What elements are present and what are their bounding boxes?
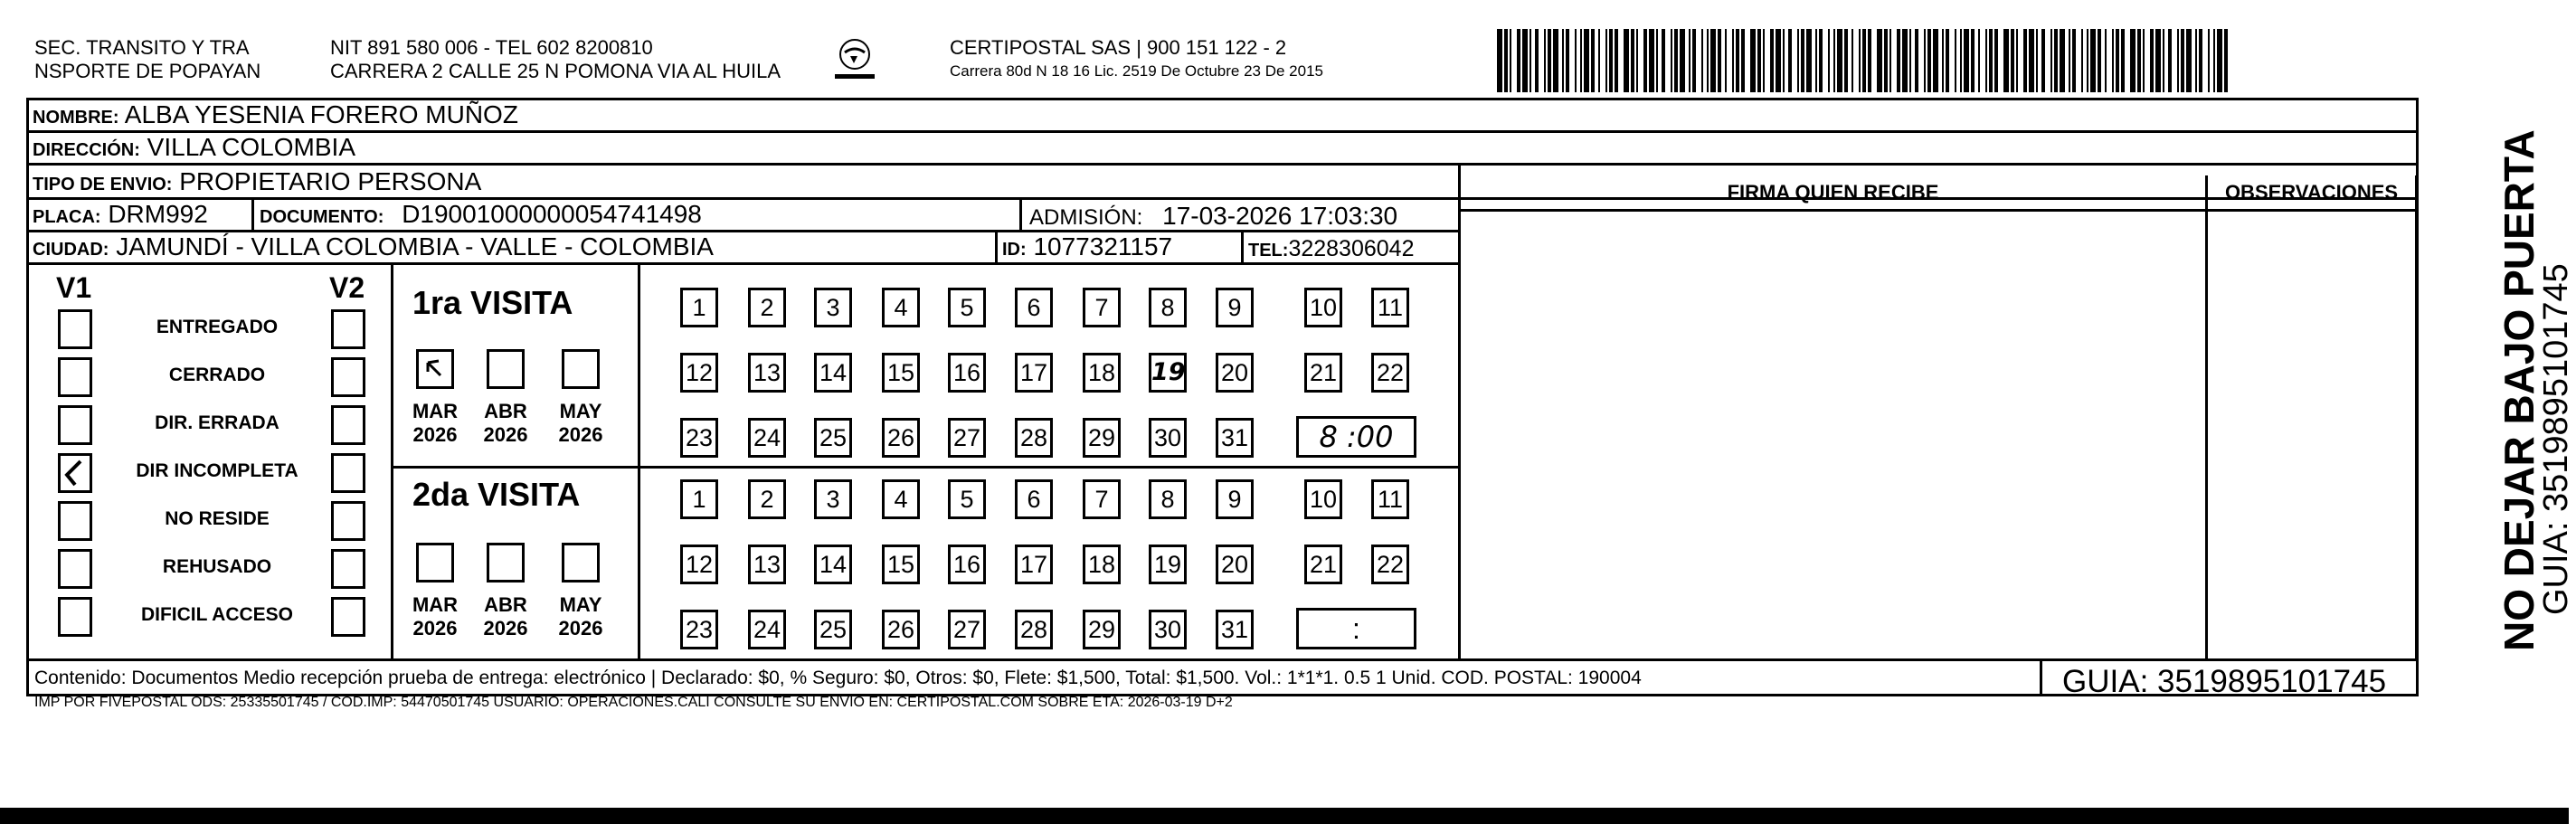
placa-label: PLACA:: [33, 207, 101, 227]
visit2-month-label: [478, 593, 533, 640]
visit1-day-box[interactable]: 9: [1216, 288, 1254, 327]
visit2-month-label: [554, 593, 608, 640]
sender-contact: [330, 36, 781, 83]
visit2-day-box[interactable]: 25: [814, 610, 852, 649]
bottom-border: [0, 808, 2569, 824]
visit1-day-box[interactable]: 25: [814, 418, 852, 458]
visit1-month-year: 2026: [483, 423, 528, 446]
v2-checkbox[interactable]: [331, 405, 365, 445]
admision-value: 17-03-2026 17:03:30: [1162, 202, 1398, 230]
visit1-month-year: 2026: [558, 423, 603, 446]
visit2-day-box[interactable]: 3: [814, 479, 852, 519]
visit2-month-checkbox[interactable]: [487, 543, 525, 582]
visit2-month-checkbox[interactable]: [562, 543, 600, 582]
visit2-day-box[interactable]: 19: [1149, 545, 1187, 584]
visit1-day-box[interactable]: 14: [814, 353, 852, 393]
visit2-day-box[interactable]: 1: [680, 479, 718, 519]
visit2-month-year: 2026: [558, 617, 603, 639]
sender-line2: NSPORTE DE POPAYAN: [34, 60, 261, 82]
visit1-month-checkbox[interactable]: [562, 349, 600, 389]
status-label: CERRADO: [168, 365, 266, 385]
visit1-day-box[interactable]: 5: [948, 288, 986, 327]
visit1-day-box[interactable]: 15: [882, 353, 920, 393]
visit2-day-box[interactable]: 23: [680, 610, 718, 649]
visit1-day-box[interactable]: 31: [1216, 418, 1254, 458]
documento-value: D19001000000054741498: [402, 200, 702, 228]
status-label: DIFICIL ACCESO: [140, 604, 293, 625]
visit2-day-box[interactable]: 10: [1304, 479, 1342, 519]
visit2-day-box[interactable]: 15: [882, 545, 920, 584]
direccion-label: DIRECCIÓN:: [33, 140, 140, 160]
ciudad-field: [33, 232, 714, 265]
visit2-month-name: ABR: [484, 593, 527, 616]
status-label: REHUSADO: [162, 556, 272, 577]
v1-header: V1: [56, 271, 92, 304]
observaciones-area[interactable]: [2209, 212, 2413, 657]
visit1-day-box[interactable]: 13: [748, 353, 786, 393]
v2-checkbox[interactable]: [331, 309, 365, 349]
visit1-day-box[interactable]: 29: [1083, 418, 1121, 458]
visit1-day-box[interactable]: 2: [748, 288, 786, 327]
tel-label: TEL:: [1248, 241, 1289, 260]
visit2-month-name: MAY: [559, 593, 602, 616]
v1-checkbox[interactable]: [58, 597, 92, 637]
v1-checkbox[interactable]: [58, 501, 92, 541]
nombre-field: [33, 99, 518, 133]
visit2-month-year: 2026: [412, 617, 458, 639]
v2-checkbox[interactable]: [331, 597, 365, 637]
v2-header: V2: [329, 271, 365, 304]
visit1-day-box[interactable]: 20: [1216, 353, 1254, 393]
footer-line2: IMP POR FIVEPOSTAL ODS: 25335501745 / COD.IMP: 54470501745 USUARIO: OPERACIONES.CALI CONSULTE SU ENVIO EN: CERTIPOSTAL.COM SOBRE ETA: 2026-03-19 D+2: [34, 695, 1233, 710]
visit2-month-year: 2026: [483, 617, 528, 639]
sender-address: CARRERA 2 CALLE 25 N POMONA VIA AL HUILA: [330, 60, 781, 82]
visit2-day-box[interactable]: 20: [1216, 545, 1254, 584]
visit1-month-name: ABR: [484, 400, 527, 422]
visit1-day-box[interactable]: 7: [1083, 288, 1121, 327]
visit2-day-box[interactable]: 6: [1015, 479, 1053, 519]
id-label: ID:: [1002, 240, 1027, 260]
visit1-day-box[interactable]: 17: [1015, 353, 1053, 393]
visit2-day-box[interactable]: 29: [1083, 610, 1121, 649]
visit1-month-checkbox[interactable]: [416, 349, 454, 389]
visit1-day-box[interactable]: 1: [680, 288, 718, 327]
visit2-day-box[interactable]: 8: [1149, 479, 1187, 519]
visit1-month-label: [554, 400, 608, 447]
visit2-month-checkbox[interactable]: [416, 543, 454, 582]
visit1-day-box[interactable]: 24: [748, 418, 786, 458]
sender-name: [34, 36, 260, 83]
tel-value: 3228306042: [1288, 236, 1415, 261]
visit1-day-box[interactable]: 21: [1304, 353, 1342, 393]
visit1-day-box[interactable]: 10: [1304, 288, 1342, 327]
tipo-envio-label: TIPO DE ENVIO:: [33, 175, 173, 194]
visit2-time[interactable]: :: [1296, 608, 1416, 649]
status-label: DIR INCOMPLETA: [136, 460, 298, 481]
visit1-day-box[interactable]: 6: [1015, 288, 1053, 327]
nombre-value: ALBA YESENIA FORERO MUÑOZ: [124, 100, 518, 128]
v2-checkbox[interactable]: [331, 453, 365, 493]
visit2-day-box[interactable]: 22: [1371, 545, 1409, 584]
visit1-day-box[interactable]: 19: [1149, 353, 1187, 393]
visit2-day-box[interactable]: 14: [814, 545, 852, 584]
company-info: [950, 36, 1323, 83]
direccion-value: VILLA COLOMBIA: [147, 133, 355, 161]
documento-label: DOCUMENTO:: [260, 207, 384, 227]
company-name: CERTIPOSTAL SAS | 900 151 122 - 2: [950, 36, 1287, 59]
v1-checkbox[interactable]: [58, 405, 92, 445]
visit2-day-box[interactable]: 4: [882, 479, 920, 519]
visit2-day-box[interactable]: 5: [948, 479, 986, 519]
visit2-day-box[interactable]: 24: [748, 610, 786, 649]
visit1-month-name: MAR: [412, 400, 459, 422]
visit2-day-box[interactable]: 27: [948, 610, 986, 649]
company-license: Carrera 80d N 18 16 Lic. 2519 De Octubre 23 De 2015: [950, 62, 1323, 80]
visit2-day-box[interactable]: 12: [680, 545, 718, 584]
visit1-day-box[interactable]: 28: [1015, 418, 1053, 458]
sender-nit: NIT 891 580 006 - TEL 602 8200810: [330, 36, 653, 59]
visit2-month-name: MAR: [412, 593, 459, 616]
visit2-day-box[interactable]: 17: [1015, 545, 1053, 584]
visit1-day-box[interactable]: 27: [948, 418, 986, 458]
footer-line1: Contenido: Documentos Medio recepción prueba de entrega: electrónico | Declarado: $0, % Seguro: $0, Otros: $0, Flete: $1,500, Total: $1,500. Vol.: 1*1*1. 0.5 1 Unid. COD. POSTAL: 190004: [34, 668, 1642, 688]
visit2-day-box[interactable]: 9: [1216, 479, 1254, 519]
v1-checkbox[interactable]: [58, 357, 92, 397]
visit1-month-label: [478, 400, 533, 447]
side-notice: NO DEJAR BAJO PUERTA: [2496, 129, 2543, 651]
tracking-barcode: [1497, 29, 2239, 92]
visit2-day-box[interactable]: 11: [1371, 479, 1409, 519]
visit2-day-box[interactable]: 2: [748, 479, 786, 519]
admision-label: ADMISIÓN:: [1029, 205, 1143, 230]
visit1-day-box[interactable]: 16: [948, 353, 986, 393]
visit2-day-box[interactable]: 28: [1015, 610, 1053, 649]
v1-checkbox[interactable]: [58, 309, 92, 349]
status-label: NO RESIDE: [165, 508, 270, 529]
certipostal-logo: [832, 36, 877, 86]
visit1-day-box[interactable]: 18: [1083, 353, 1121, 393]
id-value: 1077321157: [1033, 232, 1173, 260]
sender-line1: SEC. TRANSITO Y TRA: [34, 36, 250, 59]
v1-checkbox[interactable]: [58, 453, 92, 493]
visit2-day-box[interactable]: 18: [1083, 545, 1121, 584]
visit1-day-box[interactable]: 22: [1371, 353, 1409, 393]
placa-field: [33, 199, 208, 232]
visit2-day-box[interactable]: 21: [1304, 545, 1342, 584]
tipo-envio-value: PROPIETARIO PERSONA: [179, 167, 482, 195]
firma-header: FIRMA QUIEN RECIBE: [1727, 181, 1939, 204]
visit1-day-box[interactable]: 8: [1149, 288, 1187, 327]
documento-field: [260, 199, 702, 232]
visit2-day-box[interactable]: 30: [1149, 610, 1187, 649]
visit2-day-box[interactable]: 16: [948, 545, 986, 584]
visit1-day-box[interactable]: 23: [680, 418, 718, 458]
visit2-month-label: [408, 593, 462, 640]
placa-value: DRM992: [108, 200, 208, 228]
visit1-day-box[interactable]: 3: [814, 288, 852, 327]
visit2-day-box[interactable]: 31: [1216, 610, 1254, 649]
visit1-month-name: MAY: [559, 400, 602, 422]
observaciones-header: OBSERVACIONES: [2224, 181, 2399, 204]
side-guia: GUIA: 3519895101745: [2537, 263, 2575, 615]
ciudad-value: JAMUNDÍ - VILLA COLOMBIA - VALLE - COLOMBIA: [116, 232, 714, 260]
visit1-month-label: [408, 400, 462, 447]
footer-guia: GUIA: 3519895101745: [2062, 664, 2387, 699]
visit1-month-year: 2026: [412, 423, 458, 446]
v1-checkbox[interactable]: [58, 549, 92, 589]
visit1-day-box[interactable]: 12: [680, 353, 718, 393]
admision-field: [1029, 201, 1397, 233]
visit1-day-box[interactable]: 30: [1149, 418, 1187, 458]
nombre-label: NOMBRE:: [33, 108, 119, 128]
visit2-day-box[interactable]: 7: [1083, 479, 1121, 519]
visit2-day-box[interactable]: 13: [748, 545, 786, 584]
visit2-title: 2da VISITA: [412, 476, 581, 513]
visit1-month-checkbox[interactable]: [487, 349, 525, 389]
tel-field: [1248, 233, 1414, 266]
id-field: [1002, 232, 1172, 265]
visit1-title: 1ra VISITA: [412, 284, 573, 321]
visit1-day-box[interactable]: 26: [882, 418, 920, 458]
visit1-time[interactable]: 8 :00: [1296, 416, 1416, 458]
visit1-day-box[interactable]: 4: [882, 288, 920, 327]
ciudad-label: CIUDAD:: [33, 240, 109, 260]
firma-area[interactable]: [1462, 212, 2203, 657]
v2-checkbox[interactable]: [331, 501, 365, 541]
tipo-envio-field: [33, 166, 481, 200]
visit2-day-box[interactable]: 26: [882, 610, 920, 649]
direccion-field: [33, 132, 355, 166]
v2-checkbox[interactable]: [331, 549, 365, 589]
status-label: DIR. ERRADA: [155, 412, 279, 433]
status-label: ENTREGADO: [156, 317, 279, 337]
v2-checkbox[interactable]: [331, 357, 365, 397]
visit1-day-box[interactable]: 11: [1371, 288, 1409, 327]
